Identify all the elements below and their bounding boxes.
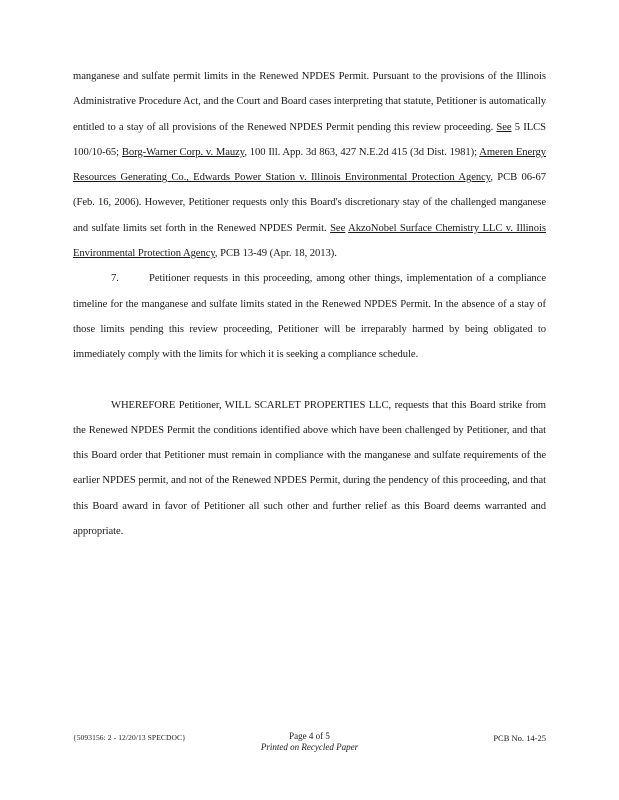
case-citation: , PCB 13-49 (Apr. 18, 2013).	[214, 248, 337, 260]
paragraph-text: manganese and sulfate permit limits in the Renewed NPDES Permit. Pursuant to the provisions of the Illinois Administrative Procedure Act, and the Court and Board cases interpreting that statute, Petitioner is automatically entitled to a stay of all provisions of the Renewed NPDES Permit pending this review proceeding.	[73, 71, 546, 133]
continued-paragraph	[73, 64, 546, 266]
statute-citation: 5 ILCS 100/10-65;	[73, 121, 546, 158]
paragraph-number: 7.	[111, 273, 119, 285]
document-body	[73, 64, 546, 544]
citation-signal: See	[496, 121, 512, 133]
paragraph-text: WHEREFORE Petitioner, WILL SCARLET PROPERTIES LLC, requests that this Board strike from the Renewed NPDES Permit the conditions identified above which have been challenged by Petitioner, and that this Board order that Petitioner must remain in compliance with the manganese and sulfate requirements of the earlier NPDES permit, and not of the Renewed NPDES Permit, during the pendency of this proceeding, and that this Board award in favor of Petitioner all such other and further relief as this Board deems warranted and appropriate.	[73, 399, 546, 538]
case-name: Borg-Warner Corp. v. Mauzy	[121, 146, 245, 158]
case-number: PCB No. 14-25	[493, 733, 546, 743]
citation-signal: See	[330, 222, 346, 234]
case-name: AkzoNobel Surface Chemistry LLC v. Illinois Environmental Protection Agency	[73, 222, 547, 260]
wherefore-paragraph	[73, 393, 546, 545]
paragraph-text: Petitioner requests in this proceeding, among other things, implementation of a compliance timeline for the manganese and sulfate limits stated in the Renewed NPDES Permit. In the absence of a stay of those limits pending this review proceeding, Petitioner will be irreparably harmed by being obligated to immediately comply with the limits for which it is seeking a compliance schedule.	[73, 273, 546, 361]
footer-doc-id: {5093156: 2 - 12/20/13 SPECDOC}	[73, 733, 186, 742]
case-citation: , 100 Ill. App. 3d 863, 427 N.E.2d 415 (3d Dist. 1981);	[244, 146, 478, 158]
case-name: Ameren Energy Resources Generating Co., Edwards Power Station v. Illinois Environmental Protection Agency	[73, 146, 546, 184]
case-citation: , PCB 06-67 (Feb. 16, 2006).	[73, 172, 546, 209]
numbered-paragraph	[73, 266, 546, 367]
recycled-paper-note: Printed on Recycled Paper	[260, 742, 359, 752]
paragraph-text: However, Petitioner requests only this Board's discretionary stay of the challenged manganese and sulfate limits set forth in the Renewed NPDES Permit.	[73, 197, 546, 234]
page-number: Page 4 of 5	[289, 731, 330, 741]
